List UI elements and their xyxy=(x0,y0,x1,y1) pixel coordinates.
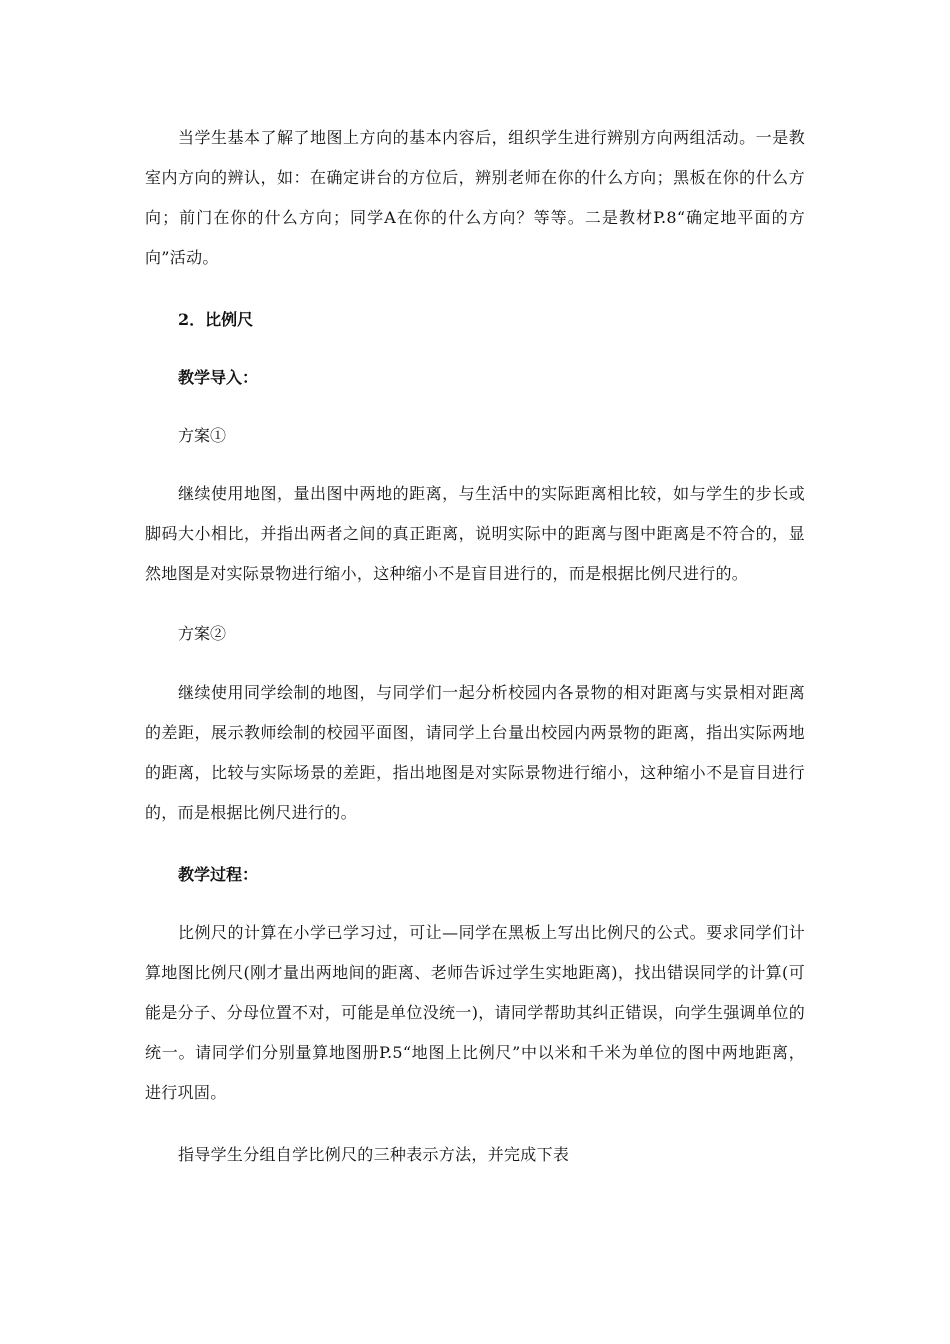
paragraph-process: 比例尺的计算在小学已学习过，可让—同学在黑板上写出比例尺的公式。要求同学们计算地图比例尺(刚才量出两地间的距离、老师告诉过学生实地距离)，找出错误同学的计算(可能是分子、分母位置不对，可能是单位没统一)，请同学帮助其纠正错误，向学生强调单位的统一。请同学们分别量算地图册P.5“地图上比例尺”中以米和千米为单位的图中两地距离，进行巩固。 xyxy=(145,923,805,1102)
heading-teaching-process: 教学过程： xyxy=(178,865,259,884)
paragraph-last: 指导学生分组自学比例尺的三种表示方法，并完成下表 xyxy=(178,1145,570,1164)
paragraph-direction-activity: 当学生基本了解了地图上方向的基本内容后，组织学生进行辨别方向两组活动。一是教室内方向的辨认，如：在确定讲台的方位后，辨别老师在你的什么方向；黑板在你的什么方向；前门在你的什么方向；同学A在你的什么方向？等等。二是教材P.8“确定地平面的方向”活动。 xyxy=(145,128,805,267)
paragraph-plan-1: 继续使用地图，量出图中两地的距离，与生活中的实际距离相比较，如与学生的步长或脚码大小相比，并指出两者之间的真正距离，说明实际中的距离与图中距离是不符合的，显然地图是对实际景物进行缩小，这种缩小不是盲目进行的，而是根据比例尺进行的。 xyxy=(145,484,805,583)
heading-teaching-intro: 教学导入： xyxy=(178,368,259,387)
section-heading-scale: 2．比例尺 xyxy=(178,310,254,329)
plan-1-label: 方案① xyxy=(178,426,227,445)
paragraph-plan-2: 继续使用同学绘制的地图，与同学们一起分析校园内各景物的相对距离与实景相对距离的差距，展示教师绘制的校园平面图，请同学上台量出校园内两景物的距离，指出实际两地的距离，比较与实际场景的差距，指出地图是对实际景物进行缩小，这种缩小不是盲目进行的，而是根据比例尺进行的。 xyxy=(145,683,805,822)
plan-2-label: 方案② xyxy=(178,624,227,643)
